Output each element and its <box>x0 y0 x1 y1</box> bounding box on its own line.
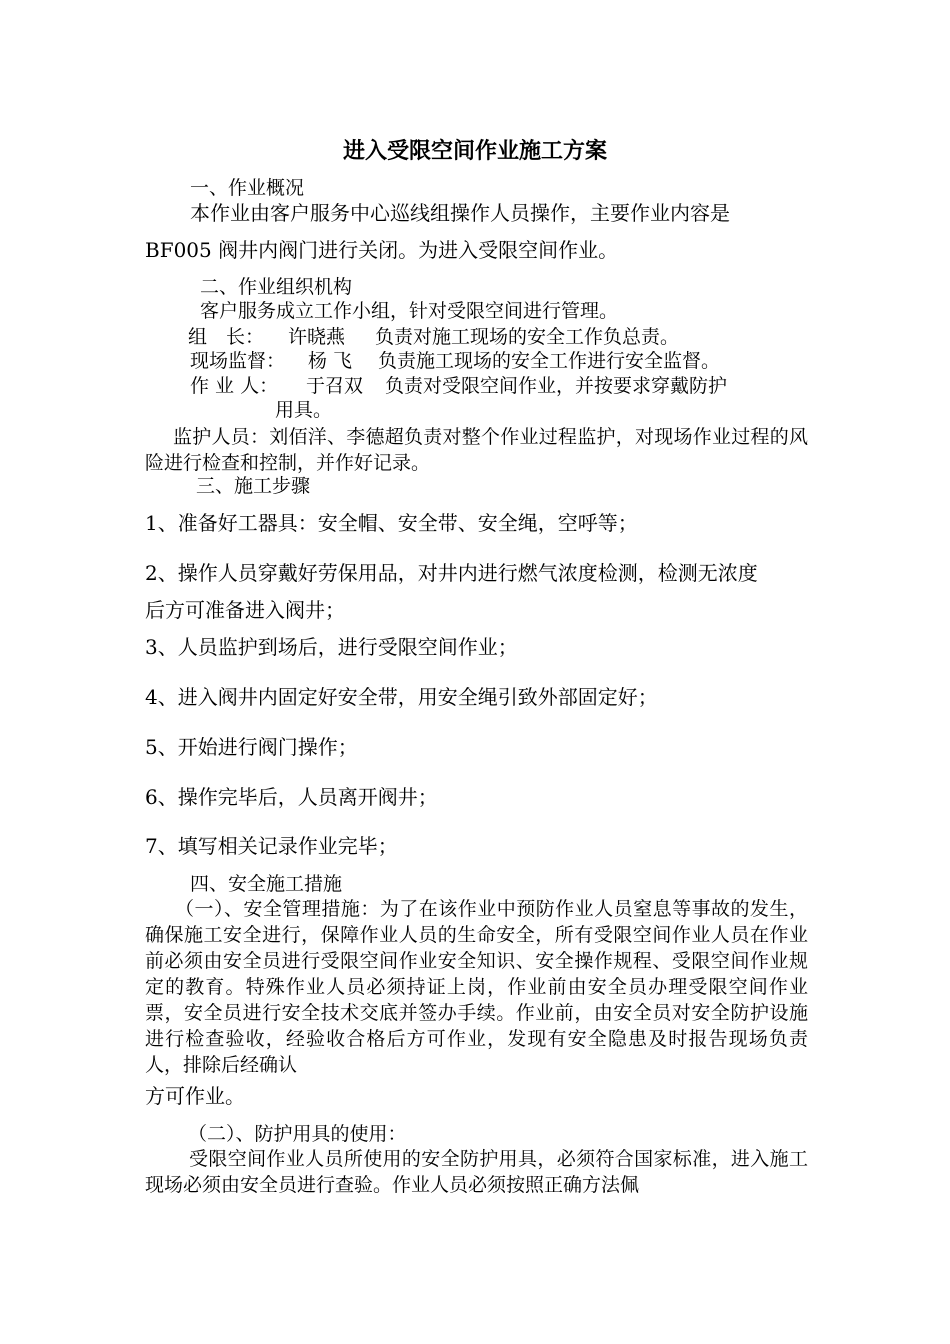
protective-gear-paragraph: 受限空间作业人员所使用的安全防护用具，必须符合国家标准，进入施工现场必须由安全员进行查验。作业人员必须按照正确方法佩 <box>145 1148 808 1196</box>
section-3-heading: 三、施工步骤 <box>196 475 311 497</box>
org-worker-role: 作 业 人： <box>190 375 279 397</box>
org-supervisor-name: 杨 飞 <box>308 350 353 372</box>
step-6: 6、操作完毕后，人员离开阀井； <box>145 785 438 809</box>
section-2-heading: 二、作业组织机构 <box>200 276 353 298</box>
org-leader-role: 组 长： <box>188 326 265 348</box>
org-guardian: 监护人员：刘佰洋、李德超负责对整个作业过程监护，对现场作业过程的风险进行检查和控制，并作好记录。 <box>145 426 808 474</box>
step-2-line-1: 2、操作人员穿戴好劳保用品，对井内进行燃气浓度检测，检测无浓度 <box>145 561 758 585</box>
section-2-intro: 客户服务成立工作小组，针对受限空间进行管理。 <box>200 300 619 322</box>
step-5: 5、开始进行阀门操作； <box>145 735 358 759</box>
section-4-heading: 四、安全施工措施 <box>190 873 343 895</box>
org-leader-name: 许晓燕 <box>288 326 346 348</box>
org-worker-duty-continued: 用具。 <box>275 399 333 421</box>
section-1-heading: 一、作业概况 <box>190 177 305 199</box>
step-7: 7、填写相关记录作业完毕； <box>145 834 398 858</box>
org-leader-duty: 负责对施工现场的安全工作负总责。 <box>375 326 680 348</box>
safety-measures-paragraph: （一）、安全管理措施：为了在该作业中预防作业人员窒息等事故的发生，确保施工安全进行，保障作业人员的生命安全，所有受限空间作业人员在作业前必须由安全员进行受限空间作业安全知识、安全操作规程、受限空间作业规定的教育。特殊作业人员必须持证上岗，作业前由安全员办理受限空间作业票，安全员进行安全技术交底并签办手续。作业前，由安全员对安全防护设施进行检查验收，经验收合格后方可作业，发现有安全隐患及时报告现场负责人，排除后经确认 <box>145 898 808 1076</box>
section-1-line-2: BF005 阀井内阀门进行关闭。为进入受限空间作业。 <box>145 238 619 262</box>
section-1-line-1: 本作业由客户服务中心巡线组操作人员操作，主要作业内容是 <box>190 201 730 225</box>
step-4: 4、进入阀井内固定好安全带，用安全绳引致外部固定好； <box>145 685 658 709</box>
protective-gear-heading: （二）、防护用具的使用： <box>188 1123 407 1145</box>
org-supervisor-duty: 负责施工现场的安全工作进行安全监督。 <box>378 350 721 372</box>
step-1: 1、准备好工器具：安全帽、安全带、安全绳，空呼等； <box>145 511 638 535</box>
org-worker-duty: 负责对受限空间作业，并按要求穿戴防护 <box>385 375 728 397</box>
step-2-line-2: 后方可准备进入阀井； <box>145 598 345 622</box>
org-supervisor-role: 现场监督： <box>190 350 286 372</box>
safety-measures-last-line: 方可作业。 <box>145 1084 245 1108</box>
document-title: 进入受限空间作业施工方案 <box>342 138 607 164</box>
org-worker-name: 于召双 <box>306 375 364 397</box>
step-3: 3、人员监护到场后，进行受限空间作业； <box>145 635 518 659</box>
